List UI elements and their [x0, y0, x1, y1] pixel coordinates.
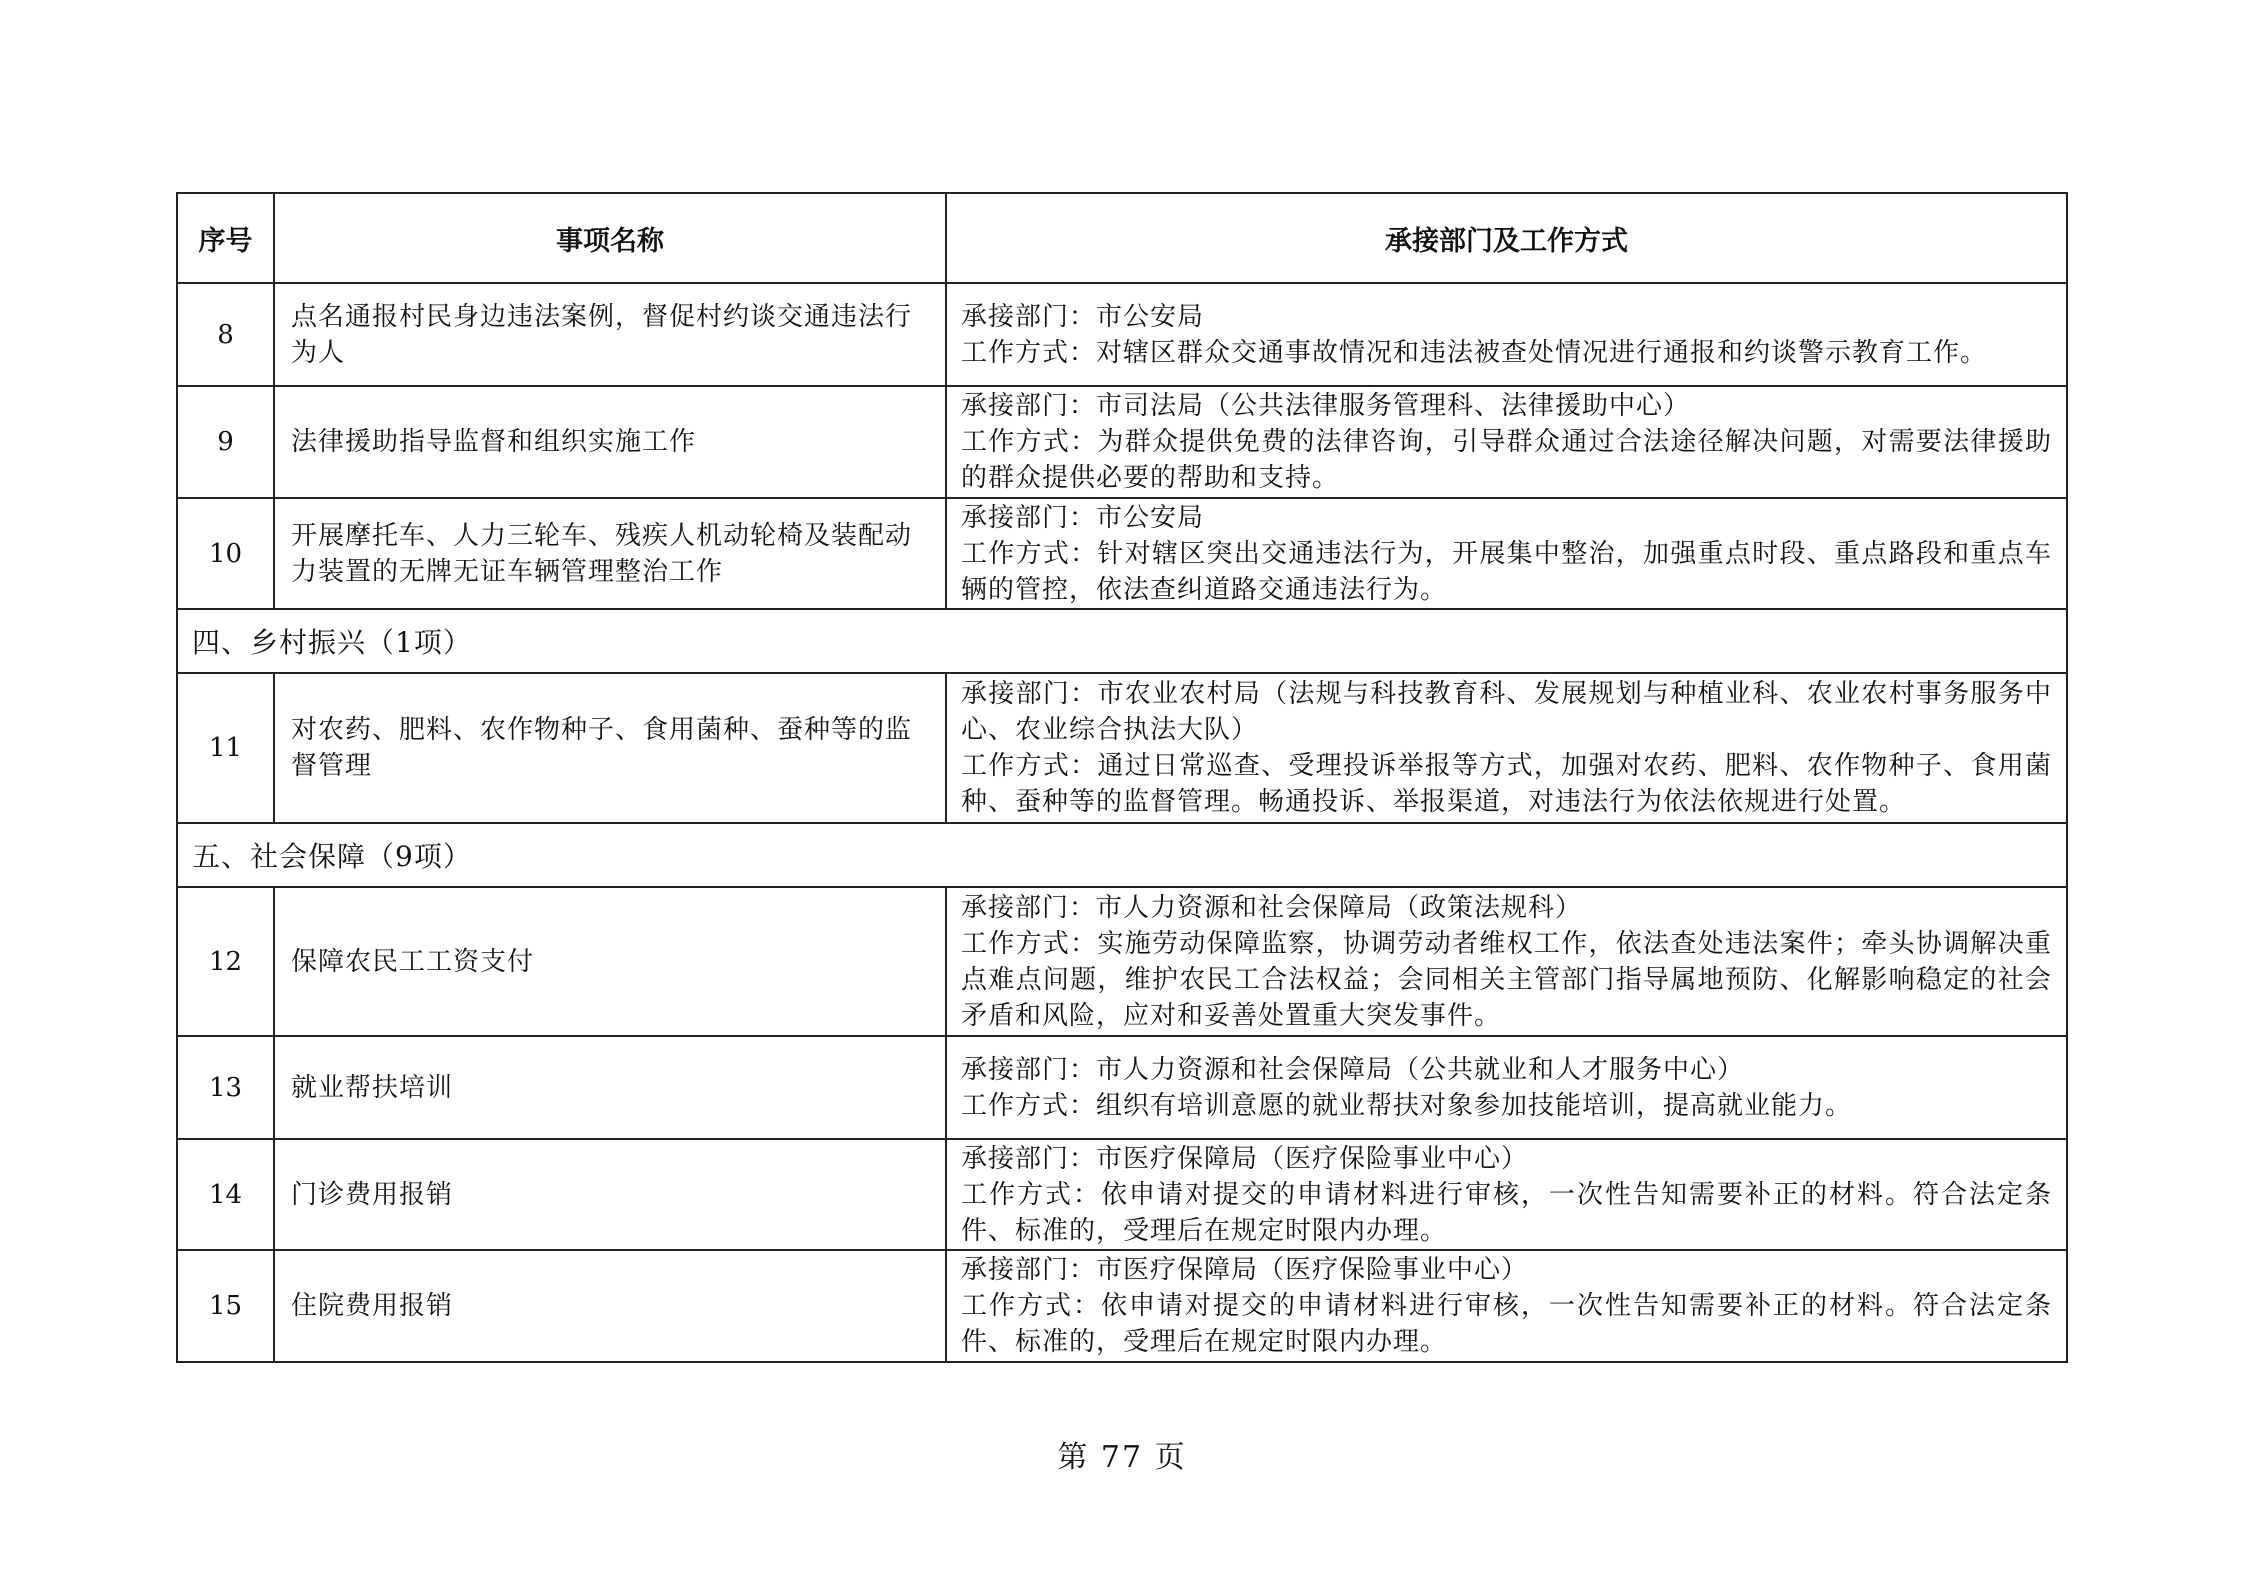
header-dept: 承接部门及工作方式: [946, 193, 2067, 283]
table-row: [177, 673, 2067, 823]
table-row: [177, 386, 2067, 498]
section-title: 五、社会保障（9项）: [177, 823, 2067, 887]
item-dept-method: [946, 887, 2067, 1036]
table-row: [177, 1139, 2067, 1250]
table-row: [177, 887, 2067, 1036]
work-method: 工作方式：对辖区群众交通事故情况和违法被查处情况进行通报和约谈警示教育工作。: [961, 337, 1988, 368]
matters-table: [176, 192, 2068, 1363]
item-dept-method: [946, 386, 2067, 498]
item-dept-method: [946, 673, 2067, 823]
header-name: 事项名称: [274, 193, 946, 283]
dept-label: 承接部门：市司法局（公共法律服务管理科、法律援助中心）: [961, 391, 1691, 421]
item-name: 开展摩托车、人力三轮车、残疾人机动轮椅及装配动力装置的无牌无证车辆管理整治工作: [274, 498, 946, 609]
table-row: [177, 498, 2067, 609]
item-number: 12: [177, 887, 274, 1036]
section-row: [177, 823, 2067, 887]
work-method: 工作方式：实施劳动保障监察，协调劳动者维权工作，依法查处违法案件；牵头协调解决重点难点问题，维护农民工合法权益；会同相关主管部门指导属地预防、化解影响稳定的社会矛盾和风险，应对和妥善处置重大突发事件。: [961, 928, 2052, 1031]
dept-label: 承接部门：市公安局: [961, 502, 1205, 533]
table-row: [177, 1250, 2067, 1362]
document-table-container: [176, 192, 2066, 1363]
work-method: 工作方式：组织有培训意愿的就业帮扶对象参加技能培训，提高就业能力。: [961, 1090, 1853, 1121]
item-name: 点名通报村民身边违法案例，督促村约谈交通违法行为人: [274, 283, 946, 386]
dept-label: 承接部门：市人力资源和社会保障局（公共就业和人才服务中心）: [961, 1054, 1745, 1085]
item-name: 住院费用报销: [274, 1250, 946, 1362]
item-dept-method: [946, 498, 2067, 609]
item-dept-method: [946, 1250, 2067, 1362]
item-name: 对农药、肥料、农作物种子、食用菌种、蚕种等的监督管理: [274, 673, 946, 823]
table-body: [177, 283, 2067, 1362]
header-row: [177, 193, 2067, 283]
item-dept-method: [946, 283, 2067, 386]
item-number: 15: [177, 1250, 274, 1362]
work-method: 工作方式：依申请对提交的申请材料进行审核，一次性告知需要补正的材料。符合法定条件、标准的，受理后在规定时限内办理。: [961, 1291, 2052, 1357]
section-row: [177, 609, 2067, 673]
item-name: 保障农民工工资支付: [274, 887, 946, 1036]
item-name: 门诊费用报销: [274, 1139, 946, 1250]
item-number: 10: [177, 498, 274, 609]
dept-label: 承接部门：市农业农村局（法规与科技教育科、发展规划与种植业科、农业农村事务服务中心、农业综合执法大队）: [961, 679, 2052, 745]
table-row: [177, 283, 2067, 386]
dept-label: 承接部门：市医疗保障局（医疗保险事业中心）: [961, 1143, 1529, 1174]
work-method: 工作方式：针对辖区突出交通违法行为，开展集中整治，加强重点时段、重点路段和重点车辆的管控，依法查纠道路交通违法行为。: [961, 538, 2052, 605]
dept-label: 承接部门：市医疗保障局（医疗保险事业中心）: [961, 1255, 1529, 1285]
work-method: 工作方式：通过日常巡查、受理投诉举报等方式，加强对农药、肥料、农作物种子、食用菌种、蚕种等的监督管理。畅通投诉、举报渠道，对违法行为依法依规进行处置。: [961, 751, 2052, 817]
item-number: 11: [177, 673, 274, 823]
table-header: [177, 193, 2067, 283]
item-name: 就业帮扶培训: [274, 1036, 946, 1139]
item-dept-method: [946, 1139, 2067, 1250]
dept-label: 承接部门：市人力资源和社会保障局（政策法规科）: [961, 892, 1583, 923]
table-row: [177, 1036, 2067, 1139]
work-method: 工作方式：依申请对提交的申请材料进行审核，一次性告知需要补正的材料。符合法定条件、标准的，受理后在规定时限内办理。: [961, 1179, 2052, 1246]
item-number: 9: [177, 386, 274, 498]
dept-label: 承接部门：市公安局: [961, 301, 1205, 332]
work-method: 工作方式：为群众提供免费的法律咨询，引导群众通过合法途径解决问题，对需要法律援助的群众提供必要的帮助和支持。: [961, 427, 2052, 493]
item-dept-method: [946, 1036, 2067, 1139]
item-number: 14: [177, 1139, 274, 1250]
page-number: 第 77 页: [1057, 1440, 1187, 1475]
item-number: 8: [177, 283, 274, 386]
section-title: 四、乡村振兴（1项）: [177, 609, 2067, 673]
header-no: 序号: [177, 193, 274, 283]
item-name: 法律援助指导监督和组织实施工作: [274, 386, 946, 498]
item-number: 13: [177, 1036, 274, 1139]
